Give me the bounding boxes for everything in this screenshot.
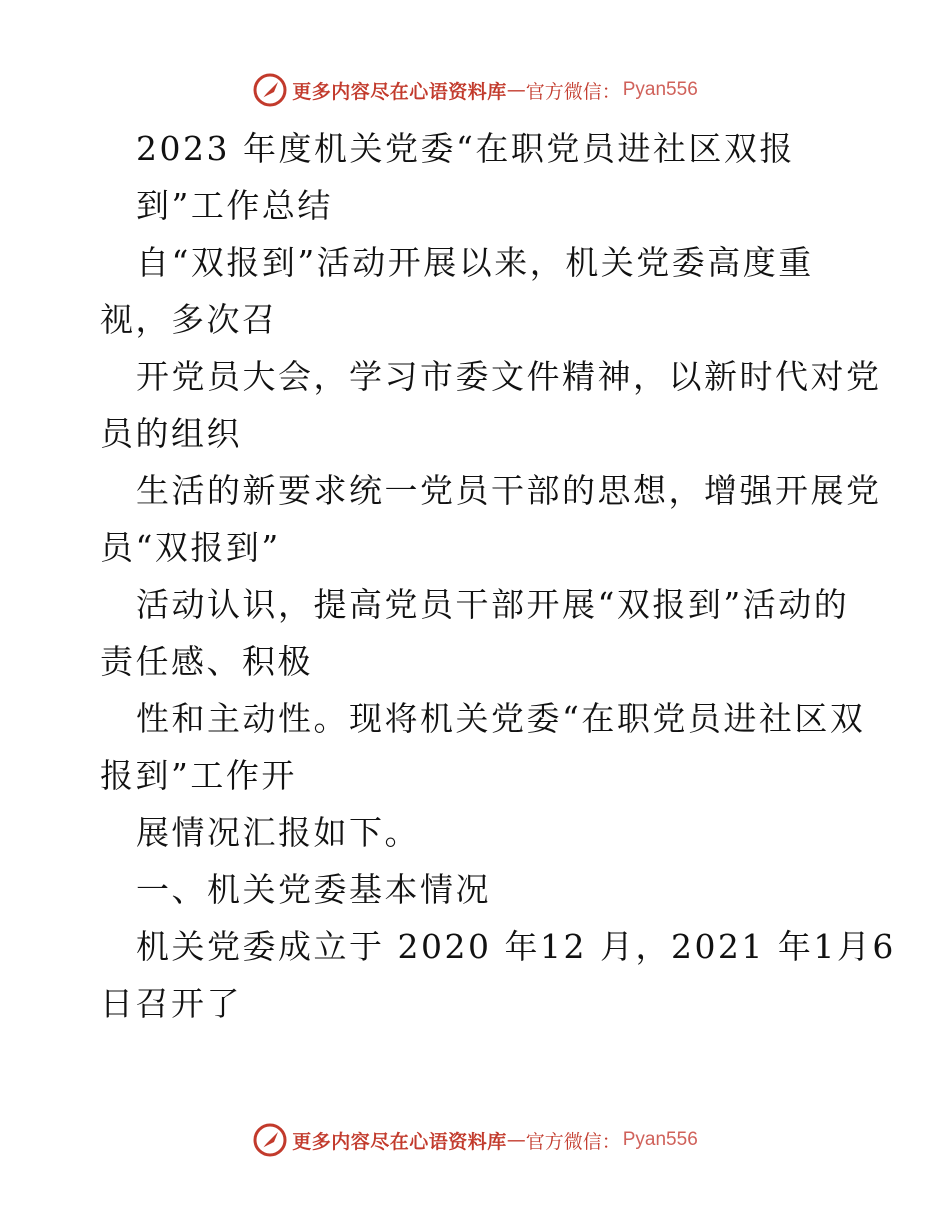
- doc-line: 开党员大会，学习市委文件精神，以新时代对党: [136, 357, 882, 396]
- watermark-wechat-label: 官方微信：: [525, 1130, 621, 1153]
- watermark-site-text: 更多内容尽在心语资料库: [292, 80, 507, 103]
- watermark-wechat-label: 官方微信：: [525, 80, 621, 103]
- doc-line: 展情况汇报如下。: [136, 813, 420, 852]
- doc-line: 活动认识，提高党员干部开展“双报到”活动的: [136, 585, 850, 624]
- watermark-separator: —: [506, 79, 526, 101]
- watermark-wechat-id: Pyan556: [622, 79, 698, 100]
- doc-line: 报到”工作开: [100, 756, 297, 795]
- doc-line: 到”工作总结: [136, 186, 333, 225]
- doc-line: 员的组织: [100, 414, 242, 453]
- doc-line: 日召开了: [100, 984, 242, 1023]
- doc-line: 机关党委成立于 2020 年12 月，2021 年1月6: [136, 927, 896, 966]
- doc-line: 自“双报到”活动开展以来，机关党委高度重: [136, 243, 814, 282]
- document-body: [100, 120, 896, 1032]
- doc-line: 生活的新要求统一党员干部的思想，增强开展党: [136, 471, 882, 510]
- section-heading: 一、机关党委基本情况: [136, 870, 491, 909]
- watermark-header: [0, 70, 950, 110]
- watermark-footer: [0, 1120, 950, 1160]
- doc-line: 员“双报到”: [100, 528, 281, 567]
- quill-logo-icon: [252, 72, 288, 108]
- doc-line: 2023 年度机关党委“在职党员进社区双报: [136, 129, 795, 168]
- watermark-separator: —: [506, 1129, 526, 1151]
- watermark-site-text: 更多内容尽在心语资料库: [292, 1130, 507, 1153]
- watermark-wechat-id: Pyan556: [622, 1129, 698, 1150]
- doc-line: 视，多次召: [100, 300, 278, 339]
- doc-line: 性和主动性。现将机关党委“在职党员进社区双: [136, 699, 866, 738]
- quill-logo-icon: [252, 1122, 288, 1158]
- doc-line: 责任感、积极: [100, 642, 313, 681]
